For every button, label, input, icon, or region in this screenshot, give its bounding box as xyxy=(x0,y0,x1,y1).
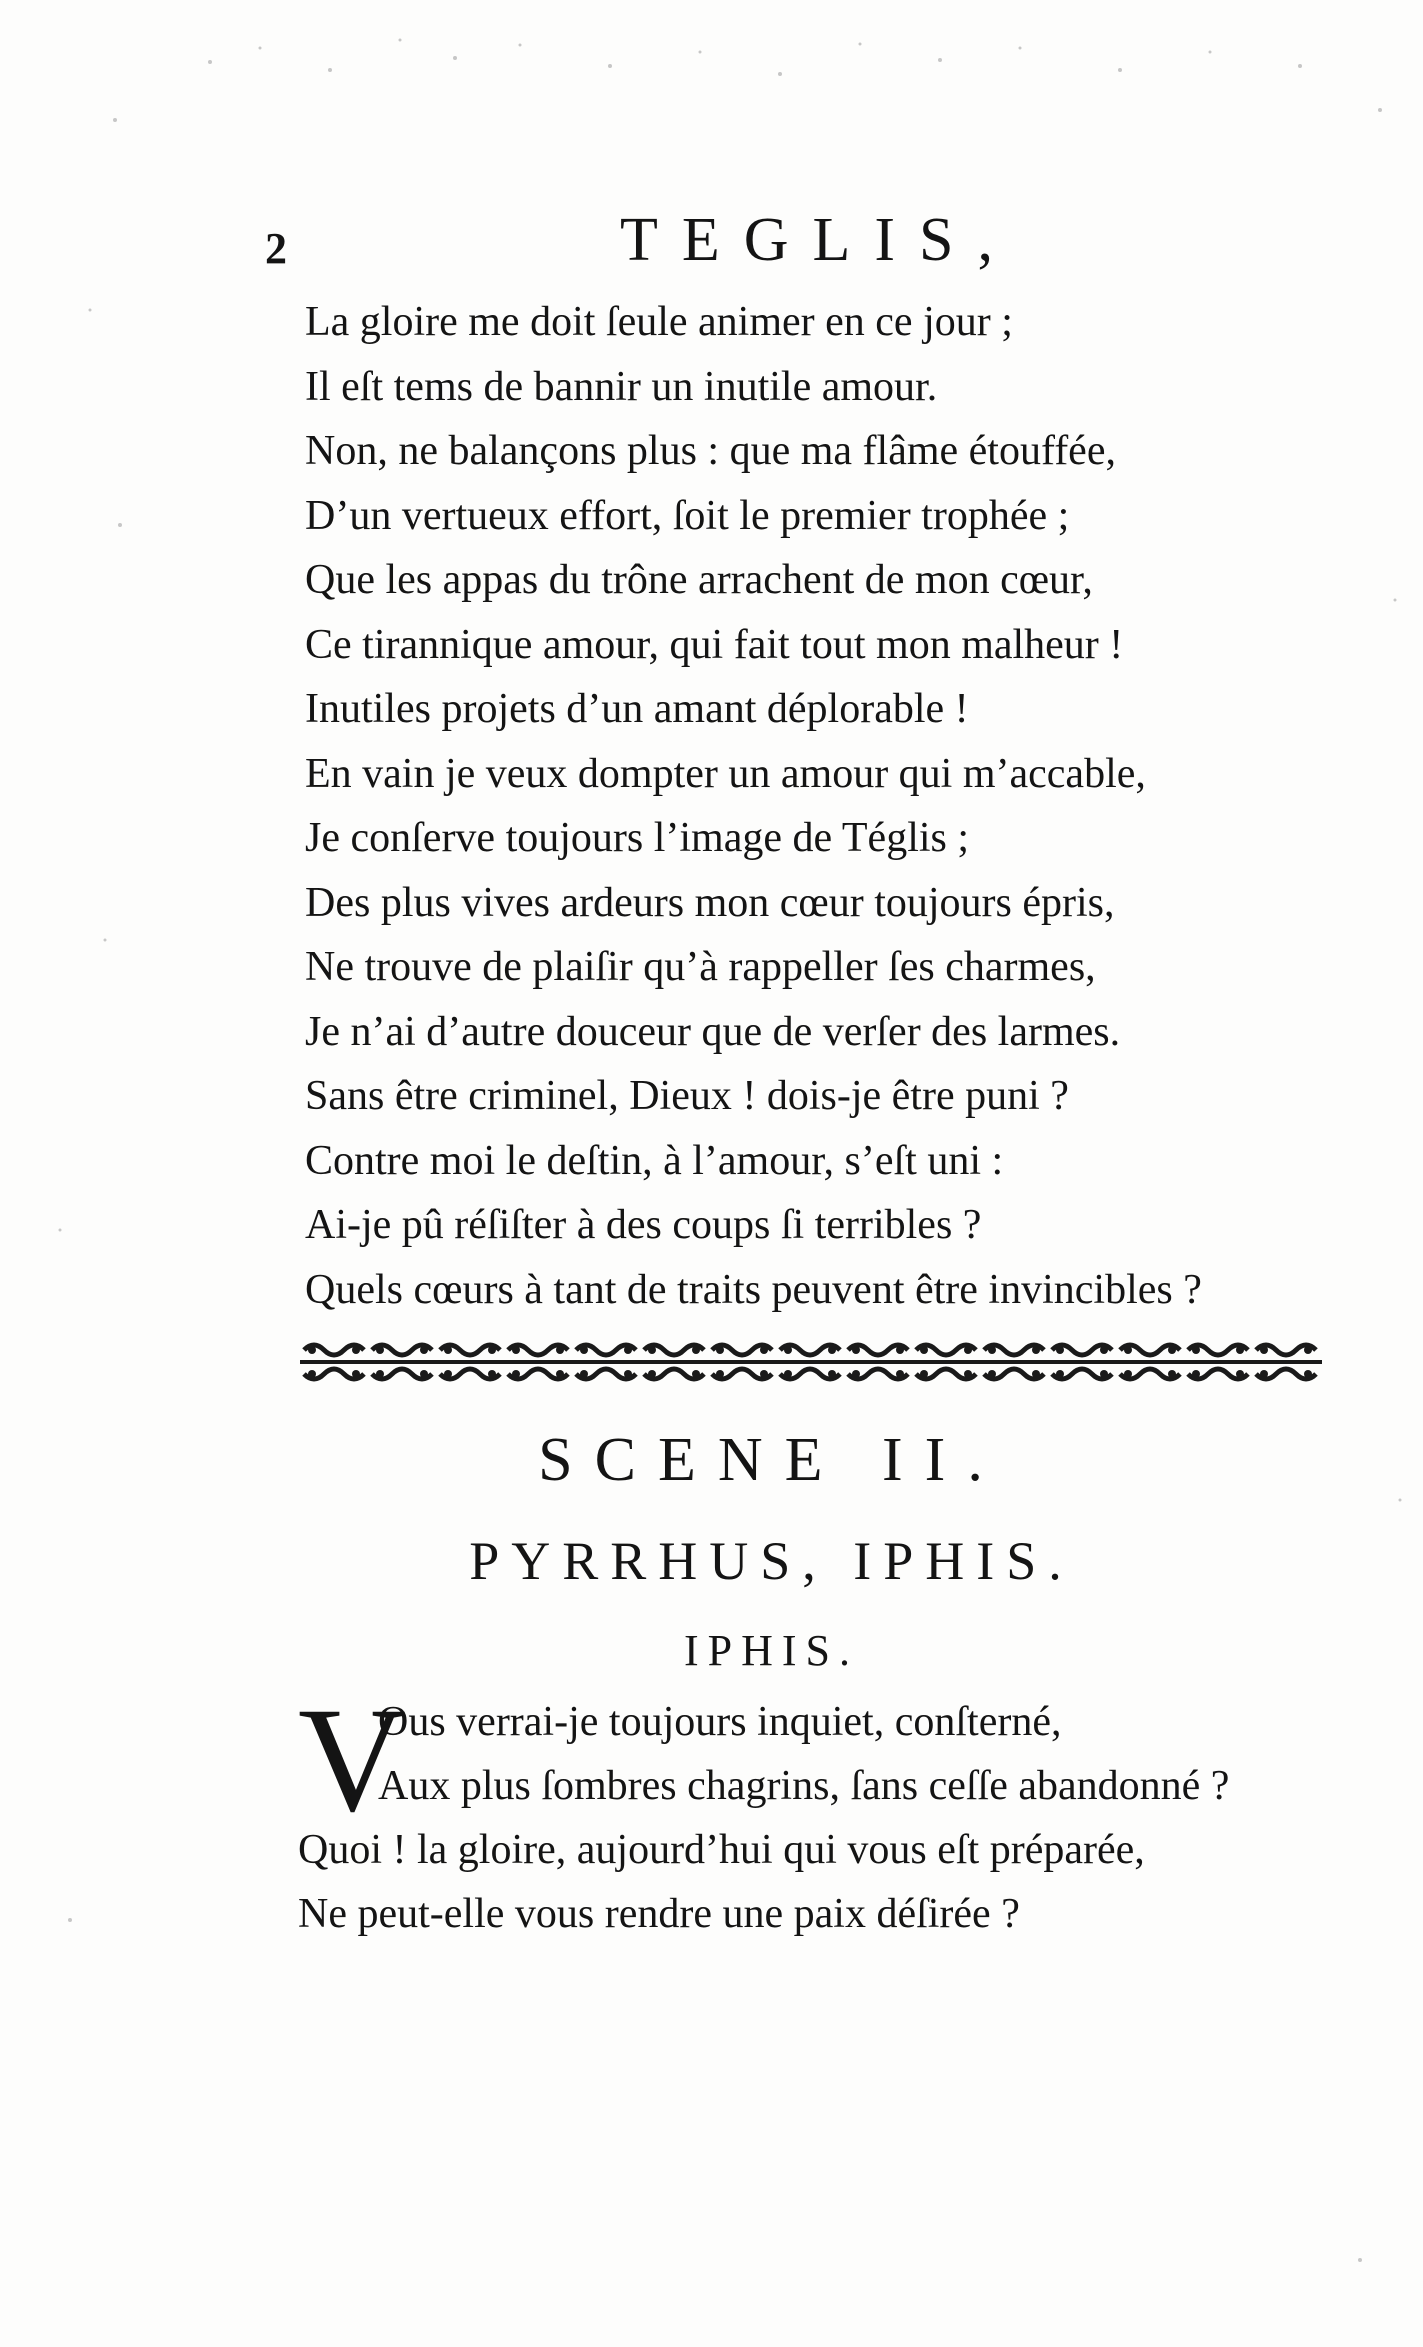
verse-block xyxy=(305,290,1355,1322)
dialogue-line: Aux plus ſombres chagrins, ſans ceſſe abandonné ? xyxy=(378,1763,1230,1809)
verse-line: Sans être criminel, Dieux ! dois-je être puni ? xyxy=(305,1073,1069,1119)
verse-line: Non, ne balançons plus : que ma flâme étouffée, xyxy=(305,428,1116,474)
verse-line: Je conſerve toujours l’image de Téglis ; xyxy=(305,815,970,861)
verse-line: Contre moi le deſtin, à l’amour, s’eſt uni : xyxy=(305,1137,1004,1184)
drop-cap: V xyxy=(298,1677,407,1843)
verse-line: La gloire me doit ſeule animer en ce jour ; xyxy=(305,299,1013,345)
verse-line: En vain je veux dompter un amour qui m’accable, xyxy=(305,750,1146,797)
speaker-name: IPHIS. xyxy=(683,1626,860,1675)
scene-title: SCENE II. xyxy=(538,1426,1005,1494)
verse-line: Ce tirannique amour, qui fait tout mon malheur ! xyxy=(305,621,1124,668)
verse-line: Il eſt tems de bannir un inutile amour. xyxy=(305,363,938,410)
verse-line: Ne trouve de plaiſir qu’à rappeller ſes charmes, xyxy=(305,944,1096,990)
verse-line: Quels cœurs à tant de traits peuvent être invincibles ? xyxy=(305,1266,1202,1313)
verse-line: Inutiles projets d’un amant déplorable ! xyxy=(305,686,969,732)
dialogue-line: Ne peut-elle vous rendre une paix déſirée ? xyxy=(298,1891,1020,1937)
running-title: TEGLIS, xyxy=(620,206,1018,274)
scene-characters: PYRRHUS, IPHIS. xyxy=(469,1531,1074,1591)
running-header xyxy=(265,205,1345,285)
verse-line: D’un vertueux effort, ſoit le premier trophée ; xyxy=(305,492,1070,539)
dialogue-line: Ous verrai-je toujours inquiet, conſterné, xyxy=(378,1699,1062,1745)
dialogue-line: Quoi ! la gloire, aujourd’hui qui vous eſt préparée, xyxy=(298,1827,1145,1873)
dialogue-block xyxy=(298,1677,1358,1946)
verse-line: Ai-je pû réſiſter à des coups ſi terribles ? xyxy=(305,1202,982,1248)
verse-line: Je n’ai d’autre douceur que de verſer des larmes. xyxy=(305,1008,1121,1055)
ornament-divider xyxy=(300,1338,1322,1386)
page-number: 2 xyxy=(265,224,287,273)
verse-line: Que les appas du trône arrachent de mon cœur, xyxy=(305,557,1093,603)
verse-line: Des plus vives ardeurs mon cœur toujours épris, xyxy=(305,879,1115,926)
